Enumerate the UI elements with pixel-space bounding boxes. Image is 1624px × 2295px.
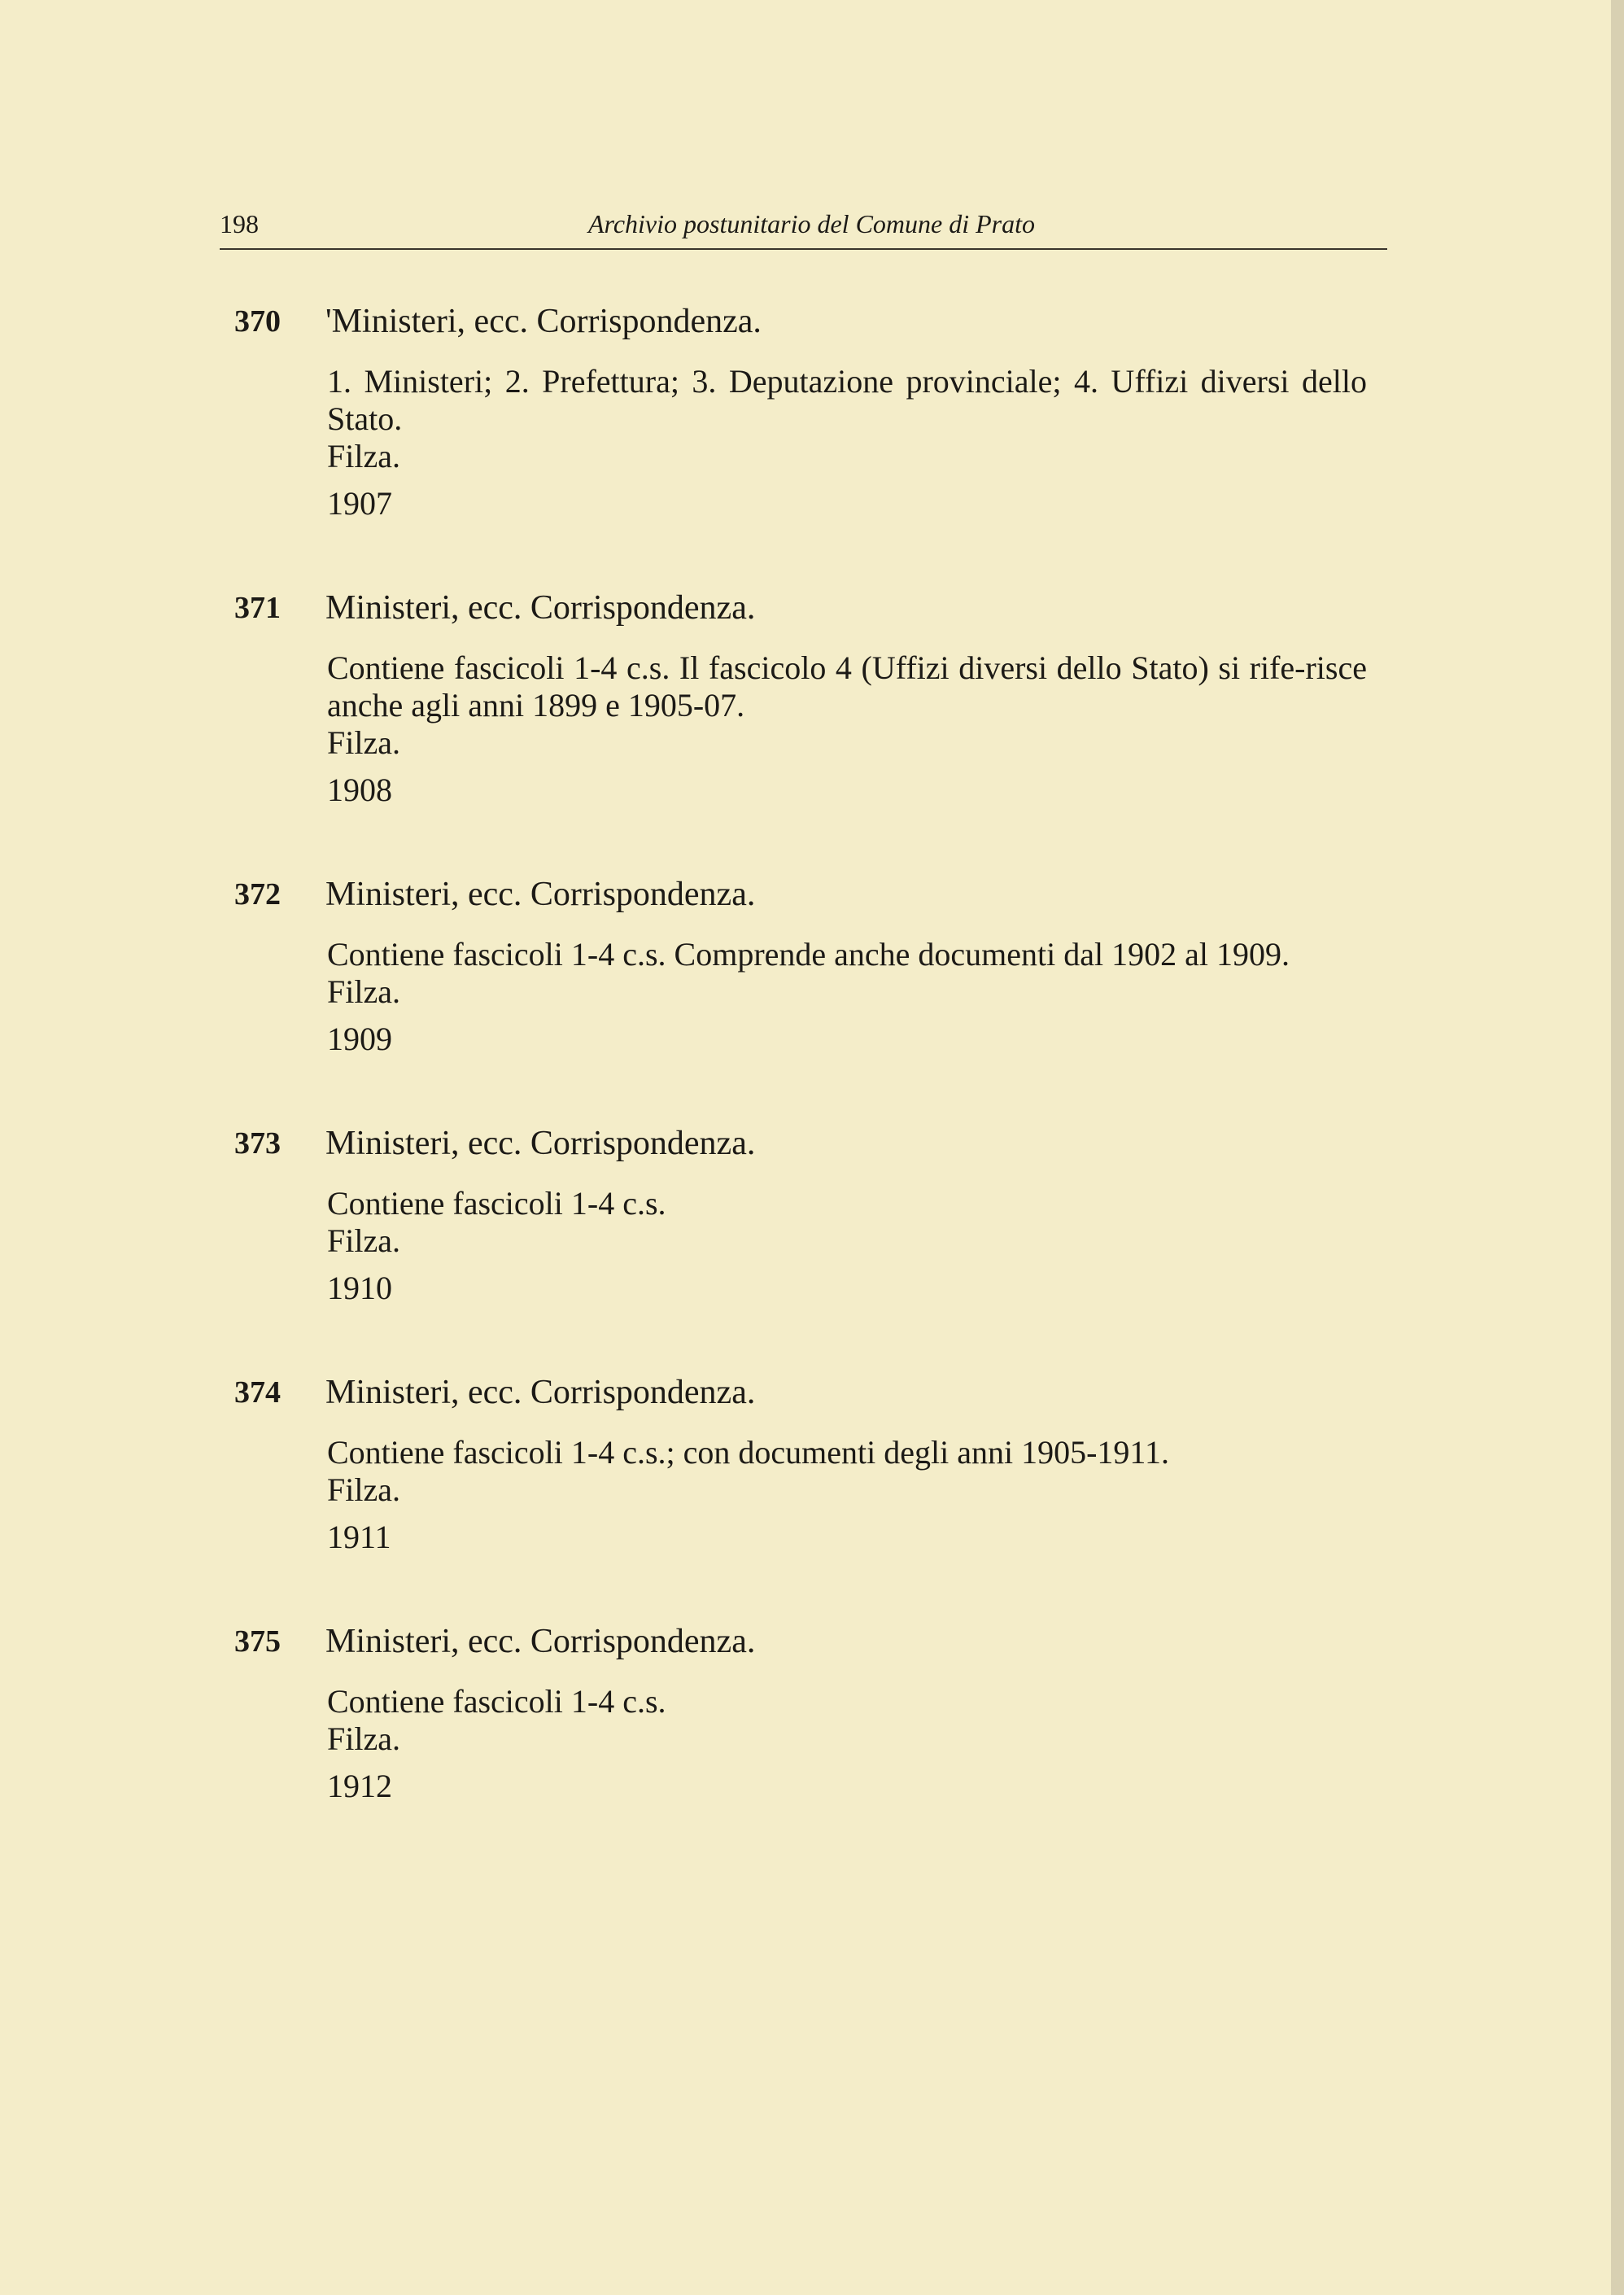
entry-number: 371 — [234, 591, 281, 625]
entry-number: 372 — [234, 877, 281, 911]
entry-title: Ministeri, ecc. Corrispondenza. — [325, 876, 756, 913]
entry-year: 1911 — [327, 1519, 391, 1555]
catalog-entry-374 — [220, 1372, 1391, 1556]
entry-unit: Filza. — [327, 1222, 400, 1259]
entry-description: Contiene fascicoli 1-4 c.s.; con documenti degli anni 1905-1911. — [327, 1434, 1169, 1471]
entry-list — [220, 301, 1391, 1870]
catalog-entry-373 — [220, 1123, 1391, 1307]
entry-unit: Filza. — [327, 438, 400, 474]
catalog-entry-370 — [220, 301, 1391, 522]
entry-unit: Filza. — [327, 1720, 400, 1757]
page-number: 198 — [220, 209, 259, 238]
entry-number: 373 — [234, 1126, 281, 1161]
catalog-entry-372 — [220, 874, 1391, 1058]
entry-description: Contiene fascicoli 1-4 c.s. Il fascicolo 4 (Uffizi diversi dello Stato) si rife-risce anche agli anni 1899 e 1905-07. — [327, 649, 1367, 723]
running-title: Archivio postunitario del Comune di Prato — [588, 209, 1035, 238]
entry-title: 'Ministeri, ecc. Corrispondenza. — [325, 303, 762, 340]
entry-description: 1. Ministeri; 2. Prefettura; 3. Deputazione provinciale; 4. Uffizi diversi dello Stato. — [327, 363, 1367, 437]
entry-unit: Filza. — [327, 1471, 400, 1508]
entry-year: 1907 — [327, 485, 392, 522]
entry-year: 1910 — [327, 1270, 392, 1306]
entry-title: Ministeri, ecc. Corrispondenza. — [325, 1125, 756, 1162]
entry-description: Contiene fascicoli 1-4 c.s. — [327, 1683, 666, 1720]
entry-description: Contiene fascicoli 1-4 c.s. — [327, 1185, 666, 1222]
entry-title: Ministeri, ecc. Corrispondenza. — [325, 1623, 756, 1660]
entry-description: Contiene fascicoli 1-4 c.s. Comprende anche documenti dal 1902 al 1909. — [327, 936, 1290, 973]
page-edge — [1611, 0, 1624, 2295]
entry-number: 375 — [234, 1624, 281, 1659]
entry-title: Ministeri, ecc. Corrispondenza. — [325, 1374, 756, 1411]
entry-year: 1908 — [327, 772, 392, 808]
page-header — [220, 208, 1387, 250]
entry-unit: Filza. — [327, 973, 400, 1010]
catalog-entry-371 — [220, 588, 1391, 809]
entry-unit: Filza. — [327, 724, 400, 761]
header-rule — [220, 248, 1387, 250]
entry-title: Ministeri, ecc. Corrispondenza. — [325, 589, 756, 627]
entry-number: 370 — [234, 304, 281, 339]
entry-year: 1912 — [327, 1768, 392, 1804]
entry-number: 374 — [234, 1375, 281, 1410]
catalog-entry-375 — [220, 1621, 1391, 1805]
entry-year: 1909 — [327, 1021, 392, 1057]
